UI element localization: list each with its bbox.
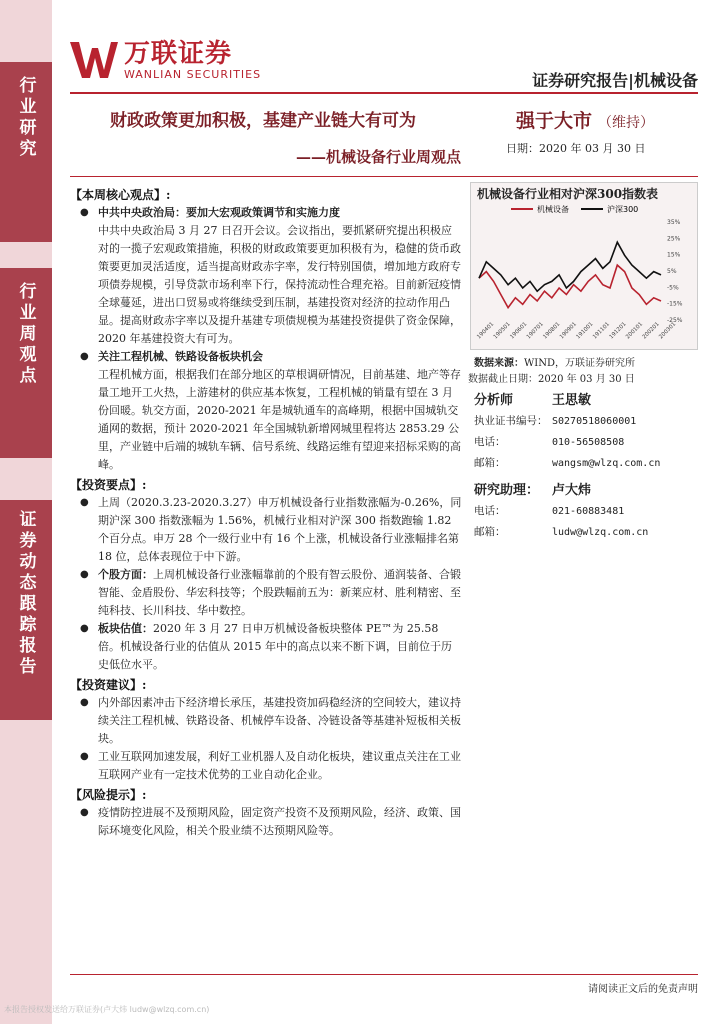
main-content xyxy=(70,184,462,840)
analyst-cert: S0270518060001 xyxy=(552,416,637,427)
assistant-email[interactable]: ludw@wlzq.com.cn xyxy=(552,527,649,538)
x-tick-label-5: 190901 xyxy=(558,321,578,341)
chart-cutoff: 数据截止日期：2020 年 03 月 30 日 xyxy=(468,374,635,385)
relative-index-chart xyxy=(470,182,698,350)
wanlian-logo-icon xyxy=(70,40,118,80)
y-tick-label-5: -15% xyxy=(667,300,683,308)
section-head-advice: 【投资建议】: xyxy=(70,678,147,692)
analyst-role: 分析师 xyxy=(474,393,514,408)
main-divider xyxy=(70,176,698,177)
analyst-email-label: 邮箱： xyxy=(474,457,506,469)
disclaimer-note: 请阅读正文后的免责声明 xyxy=(588,984,698,995)
top-divider xyxy=(70,92,698,94)
license-note: 本报告授权发送给万联证券(卢大炜 ludw@wlzq.com.cn) xyxy=(4,1005,210,1014)
assistant-role: 研究助理： xyxy=(474,483,540,498)
chart-source-label: 数据来源： xyxy=(474,358,524,369)
assistant-name: 卢大炜 xyxy=(552,483,592,498)
rating-note: （维持） xyxy=(598,115,655,131)
assistant-email-label: 邮箱： xyxy=(474,526,506,538)
company-logo xyxy=(70,40,261,81)
rating-box xyxy=(468,96,698,174)
x-tick-label-8: 191201 xyxy=(608,321,628,341)
legend-label-0: 机械设备 xyxy=(537,205,569,214)
logo-cn-text: 万联证券 xyxy=(124,39,233,69)
x-tick-label-4: 190801 xyxy=(542,321,562,341)
x-tick-label-0: 190401 xyxy=(476,321,496,341)
invest-bullet-2 xyxy=(70,566,462,620)
legend-label-1: 沪深300 xyxy=(607,205,639,214)
invest-bullet-1 xyxy=(70,494,462,566)
invest-bullet-3-text: 2020 年 3 月 27 日申万机械设备板块整体 PE™为 25.58 倍。机械设备行业的估值从 2015 年中的高点以来不断下调，目前位于历史低位水平。 xyxy=(98,622,452,671)
invest-bullet-3-lead: 板块估值： xyxy=(98,622,153,635)
invest-bullet-3 xyxy=(70,620,462,674)
analyst-email[interactable]: wangsm@wlzq.com.cn xyxy=(552,458,661,469)
y-tick-label-0: 35% xyxy=(667,219,681,226)
section-head-invest: 【投资要点】: xyxy=(70,478,147,492)
series-line-1 xyxy=(479,242,661,291)
sidebar-label-1: 行业研究 xyxy=(15,76,36,160)
analyst-phone-label: 电话： xyxy=(474,436,506,448)
y-tick-label-2: 15% xyxy=(667,251,681,259)
chart-canvas xyxy=(471,201,697,349)
sidebar-label-2: 行业周观点 xyxy=(15,282,36,387)
x-tick-label-11: 200301 xyxy=(658,321,678,341)
chart-source xyxy=(474,354,635,369)
analyst-name: 王思敏 xyxy=(552,393,592,408)
sidebar-block-weekly xyxy=(0,268,52,458)
core-bullet-1-text: 中共中央政治局 3 月 27 日召开会议。会议指出，要抓紧研究提出积极应对的一揽子宏观政策措施，积极的财政政策要更加积极有为，稳健的货币政策要更加灵活适度，适当提高财政赤字率，发行特别国债，增加地方政府专项债券规模，引导贷款市场利率下行，保持流动性合理充裕。目前新冠疫情全球蔓延，进出口贸易或将继续受到压制，基建投资对经济的拉动作用凸显。提高财政赤字率以及提升基建专项债规模为基建投资提供了资金保障，2020 年基建投资大有可为。 xyxy=(98,224,461,345)
y-tick-label-6: -25% xyxy=(667,317,683,324)
report-subtitle: ——机械设备行业周观点 xyxy=(296,148,462,166)
x-tick-label-3: 190701 xyxy=(525,321,545,341)
sidebar xyxy=(0,0,52,1024)
x-tick-label-6: 191001 xyxy=(575,321,595,341)
advice-bullet-1: ● 内外部因素冲击下经济增长承压，基建投资加码稳经济的空间较大，建议持续关注工程机械、铁路设备、机械停车设备、冷链设备等基建补短板相关板块。 xyxy=(70,694,462,748)
x-tick-label-9: 200101 xyxy=(625,321,645,341)
sidebar-block-industry-research xyxy=(0,62,52,242)
chart-source-text: WIND，万联证券研究所 xyxy=(524,358,635,369)
rating-value: 强于大市 xyxy=(516,110,593,132)
sidebar-label-3: 证券动态跟踪报告 xyxy=(15,510,36,678)
assistant-phone: 021-60883481 xyxy=(552,506,625,517)
section-head-risk: 【风险提示】: xyxy=(70,788,147,802)
footer-divider xyxy=(70,974,698,975)
invest-bullet-2-lead: 个股方面： xyxy=(98,568,153,581)
logo-en-text: WANLIAN SECURITIES xyxy=(124,68,262,81)
analyst-cert-label: 执业证书编号： xyxy=(474,415,548,427)
chart-title: 机械设备行业相对沪深300指数表 xyxy=(477,187,659,201)
y-tick-label-4: -5% xyxy=(667,284,679,292)
core-bullet-2-title: ● 关注工程机械、铁路设备板块机会 xyxy=(70,348,462,366)
analyst-phone: 010-56508508 xyxy=(552,437,625,448)
y-tick-label-1: 25% xyxy=(667,235,681,243)
series-line-0 xyxy=(479,265,661,308)
invest-bullet-2-text: 上周机械设备行业涨幅靠前的个股有智云股份、通润装备、合锻智能、金盾股份、华宏科技等；个股跌幅前五为：新莱应材、胜利精密、至纯科技、长川科技、华中数控。 xyxy=(98,568,461,617)
x-tick-label-7: 191101 xyxy=(591,321,612,341)
section-head-core: 【本周核心观点】: xyxy=(70,188,171,202)
x-tick-label-2: 190601 xyxy=(509,321,529,341)
rating xyxy=(516,106,654,133)
advice-bullet-2: ● 工业互联网加速发展，利好工业机器人及自动化板块，建议重点关注在工业互联网产业有一定技术优势的工业自动化企业。 xyxy=(70,748,462,784)
sidebar-block-tracking xyxy=(0,500,52,720)
analyst-info xyxy=(474,390,698,543)
report-type: 证券研究报告|机械设备 xyxy=(532,71,698,90)
x-tick-label-10: 200201 xyxy=(641,321,661,341)
invest-bullet-1-text: 上周（2020.3.23-2020.3.27）申万机械设备行业指数涨幅为-0.26%，同期沪深 300 指数涨幅为 1.56%，机械行业相对沪深 300 指数跑输 1.82 个百分点。申万 28 个一级行业中有 16 个上涨，机械设备行业涨幅排名第 18 位，总体表现位于中下游。 xyxy=(98,496,462,563)
report-title: 财政政策更加积极，基建产业链大有可为 xyxy=(110,111,416,131)
risk-bullet-1: ● 疫情防控进展不及预期风险，固定资产投资不及预期风险，经济、政策、国际环境变化风险，相关个股业绩不达预期风险等。 xyxy=(70,804,462,840)
report-date: 日期：2020 年 03 月 30 日 xyxy=(506,142,646,155)
x-tick-label-1: 190501 xyxy=(492,321,512,341)
assistant-phone-label: 电话： xyxy=(474,505,506,517)
y-tick-label-3: 5% xyxy=(667,268,677,275)
core-bullet-1-title: ● 中共中央政治局：要加大宏观政策调节和实施力度 xyxy=(70,204,462,222)
core-bullet-2-text: 工程机械方面，根据我们在部分地区的草根调研情况，目前基建、地产等存量工地开工火热，上游建材的供应基本恢复，工程机械的销量有望在 3 月份回暖。轨交方面，2020-2021 年是城轨通车的高峰期，根据中国城轨交通网的数据，预计 2020-2021 年全国城轨新增网城里程将达 2853.29 公里，产业链中后端的城轨车辆、信号系统、线路运维有望迎来招标采购的高峰。 xyxy=(98,368,461,471)
